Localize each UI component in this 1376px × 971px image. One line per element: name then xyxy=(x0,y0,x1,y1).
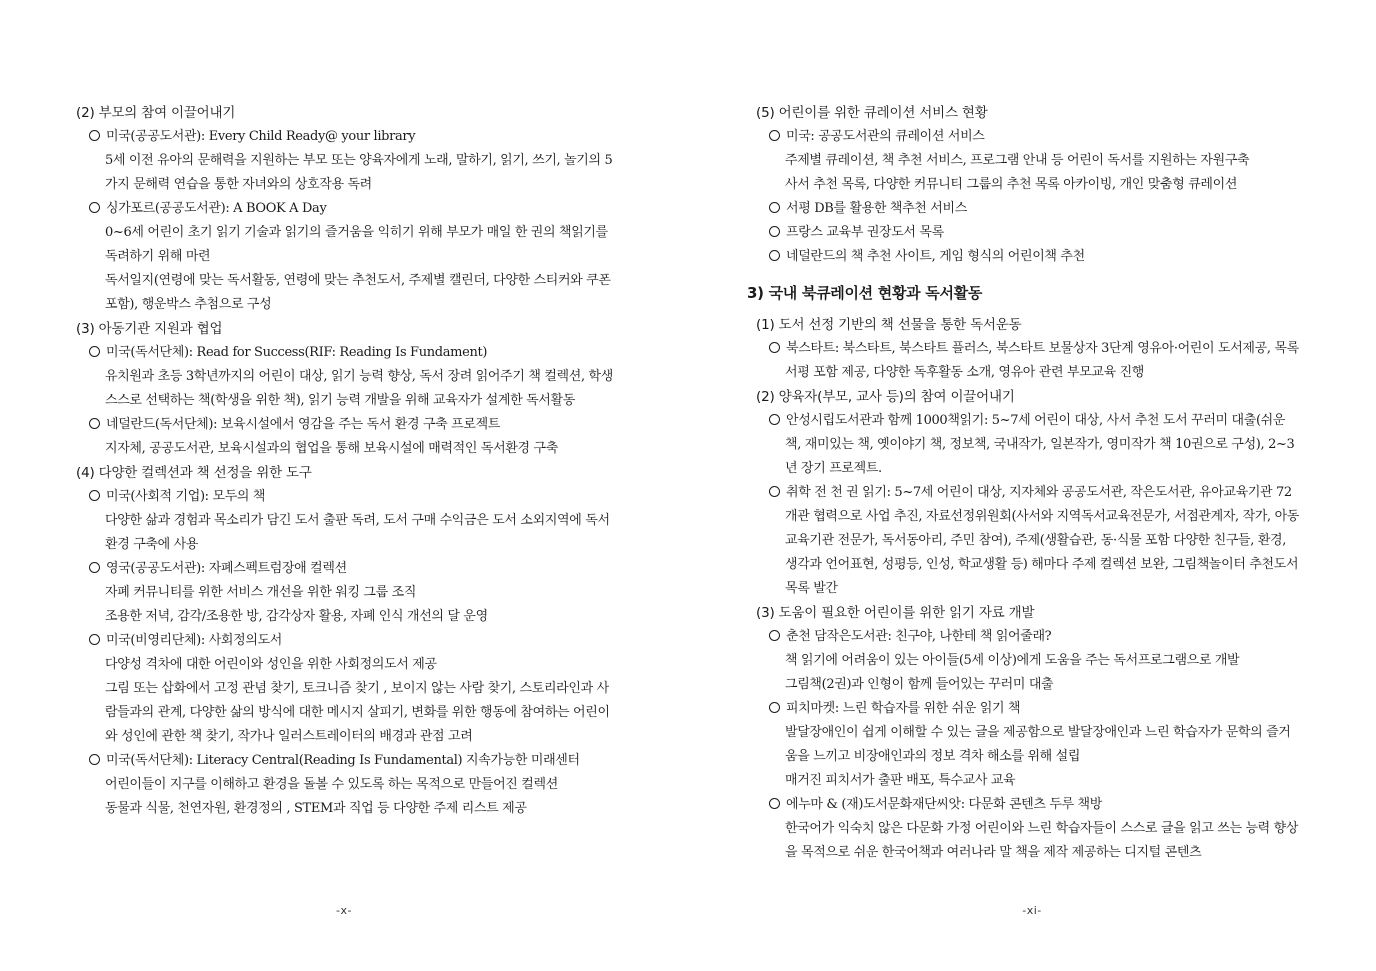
line-text: 유치원과 초등 3학년까지의 어린이 대상, 읽기 능력 향상, 독서 장려 읽어주기 책 컬렉션, 학생 xyxy=(105,369,613,384)
body-text-line xyxy=(76,773,636,797)
circle-bullet-icon xyxy=(89,754,100,765)
circle-bullet-icon xyxy=(89,562,100,573)
line-text: 개관 협력으로 사업 추진, 자료선정위원회(사서와 지역독서교육전문가, 서점관계자, 작가, 아동 xyxy=(785,509,1300,524)
line-text: (3) 아동기관 지원과 협업 xyxy=(76,321,223,337)
right-page-number: -xi- xyxy=(1022,904,1042,917)
body-text-line xyxy=(756,769,1318,793)
subsection-heading xyxy=(76,317,636,341)
circle-bullet-icon xyxy=(769,250,780,261)
line-text: 3) 국내 북큐레이션 현황과 독서활동 xyxy=(747,284,983,302)
line-text: 환경 구축에 사용 xyxy=(105,537,199,552)
body-text-line xyxy=(756,529,1318,553)
line-text: 주제별 큐레이션, 책 추천 서비스, 프로그램 안내 등 어린이 독서를 지원하는 자원구축 xyxy=(785,153,1250,168)
right-page-content xyxy=(747,101,1318,865)
body-text-line xyxy=(76,269,636,293)
line-text: (1) 도서 선정 기반의 책 선물을 통한 독서운동 xyxy=(756,317,1022,333)
line-text: 독려하기 위해 마련 xyxy=(105,249,211,264)
line-text: 움을 느끼고 비장애인과의 정보 격차 해소를 위해 설립 xyxy=(785,749,1081,764)
body-text-line xyxy=(76,365,636,389)
line-text: 서평 DB를 활용한 책추천 서비스 xyxy=(786,201,967,216)
left-page-content xyxy=(76,101,636,821)
line-text: 그림책(2권)과 인형이 함께 들어있는 꾸러미 대출 xyxy=(785,677,1054,692)
line-text: 미국(공공도서관): Every Child Ready@ your library xyxy=(106,129,416,144)
bullet-item xyxy=(76,557,636,581)
circle-bullet-icon xyxy=(89,130,100,141)
body-text-line xyxy=(756,173,1318,197)
line-text: 교육기관 전문가, 독서동아리, 주민 참여), 주제(생활습관, 동·식물 포함 다양한 친구들, 환경, xyxy=(785,533,1287,548)
line-text: (2) 부모의 참여 이끌어내기 xyxy=(76,105,236,121)
circle-bullet-icon xyxy=(89,418,100,429)
line-text: 안성시립도서관과 함께 1000책읽기: 5~7세 어린이 대상, 사서 추천 도서 꾸러미 대출(쉬운 xyxy=(786,413,1286,428)
line-text: 을 목적으로 쉬운 한국어책과 여러나라 말 책을 제작 제공하는 디지털 콘텐츠 xyxy=(785,845,1202,860)
line-text: 미국(비영리단체): 사회정의도서 xyxy=(106,633,282,648)
line-text: (5) 어린이를 위한 큐레이션 서비스 현황 xyxy=(756,105,988,121)
bullet-item xyxy=(756,625,1318,649)
body-text-line xyxy=(76,677,636,701)
body-text-line xyxy=(756,361,1318,385)
left-page-number: -x- xyxy=(336,904,352,917)
body-text-line xyxy=(76,221,636,245)
bullet-item xyxy=(76,341,636,365)
line-text: 0~6세 어린이 초기 읽기 기술과 읽기의 즐거움을 익히기 위해 부모가 매일 한 권의 책읽기를 xyxy=(105,225,608,240)
line-text: 네덜란드의 책 추천 사이트, 게임 형식의 어린이책 추천 xyxy=(786,249,1085,264)
line-text: 에누마 & (재)도서문화재단씨앗: 다문화 콘텐츠 두루 책방 xyxy=(786,797,1102,812)
bullet-item xyxy=(756,125,1318,149)
line-text: 년 장기 프로젝트. xyxy=(785,461,882,476)
bullet-item xyxy=(756,197,1318,221)
line-text: 미국(독서단체): Read for Success(RIF: Reading Is Fundament) xyxy=(106,345,488,360)
section-heading xyxy=(747,281,1318,305)
line-text: 서평 포함 제공, 다양한 독후활동 소개, 영유아 관련 부모교육 진행 xyxy=(785,365,1145,380)
circle-bullet-icon xyxy=(769,486,780,497)
line-text: 5세 이전 유아의 문해력을 지원하는 부모 또는 양육자에게 노래, 말하기, 읽기, 쓰기, 놀기의 5 xyxy=(105,153,613,168)
bullet-item xyxy=(756,697,1318,721)
body-text-line xyxy=(76,701,636,725)
subsection-heading xyxy=(756,385,1318,409)
circle-bullet-icon xyxy=(769,226,780,237)
body-text-line xyxy=(756,841,1318,865)
line-text: 취학 전 천 권 읽기: 5~7세 어린이 대상, 지자체와 공공도서관, 작은도서관, 유아교육기관 72 xyxy=(786,485,1292,500)
body-text-line xyxy=(756,457,1318,481)
body-text-line xyxy=(756,721,1318,745)
bullet-item xyxy=(756,409,1318,433)
line-text: 와 성인에 관한 책 찾기, 작가나 일러스트레이터의 배경과 관점 고려 xyxy=(105,729,473,744)
circle-bullet-icon xyxy=(769,202,780,213)
subsection-heading xyxy=(756,101,1318,125)
line-text: 싱가포르(공공도서관): A BOOK A Day xyxy=(106,201,327,216)
line-text: (4) 다양한 컬렉션과 책 선정을 위한 도구 xyxy=(76,465,312,481)
circle-bullet-icon xyxy=(89,490,100,501)
circle-bullet-icon xyxy=(769,630,780,641)
line-text: 지자체, 공공도서관, 보육시설과의 협업을 통해 보육시설에 매력적인 독서환경 구축 xyxy=(105,441,558,456)
line-text: 매거진 피치서가 출판 배포, 특수교사 교육 xyxy=(785,773,1016,788)
line-text: 어린이들이 지구를 이해하고 환경을 돌볼 수 있도록 하는 목적으로 만들어진 컬렉션 xyxy=(105,777,558,792)
bullet-item xyxy=(756,481,1318,505)
circle-bullet-icon xyxy=(89,634,100,645)
bullet-item xyxy=(756,221,1318,245)
line-text: 책 읽기에 어려움이 있는 아이들(5세 이상)에게 도움을 주는 독서프로그램으로 개발 xyxy=(785,653,1240,668)
body-text-line xyxy=(76,533,636,557)
bullet-item xyxy=(76,485,636,509)
line-text: 미국(사회적 기업): 모두의 책 xyxy=(106,489,266,504)
body-text-line xyxy=(76,581,636,605)
line-text: 가지 문해력 연습을 통한 자녀와의 상호작용 독려 xyxy=(105,177,372,192)
bullet-item xyxy=(76,629,636,653)
line-text: (2) 양육자(부모, 교사 등)의 참여 이끌어내기 xyxy=(756,389,1015,405)
line-text: 독서일지(연령에 맞는 독서활동, 연령에 맞는 추천도서, 주제별 캘린더, 다양한 스티커와 쿠폰 xyxy=(105,273,611,288)
line-text: 람들과의 관계, 다양한 삶의 방식에 대한 메시지 살피기, 변화를 위한 행동에 참여하는 어린이 xyxy=(105,705,610,720)
line-text: 다양한 삶과 경험과 목소리가 담긴 도서 출판 독려, 도서 구매 수익금은 도서 소외지역에 독서 xyxy=(105,513,610,528)
body-text-line xyxy=(756,505,1318,529)
body-text-line xyxy=(756,745,1318,769)
body-text-line xyxy=(76,173,636,197)
circle-bullet-icon xyxy=(769,414,780,425)
right-page xyxy=(688,0,1376,971)
line-text: 사서 추천 목록, 다양한 커뮤니티 그룹의 추천 목록 아카이빙, 개인 맞춤형 큐레이션 xyxy=(785,177,1238,192)
body-text-line xyxy=(756,149,1318,173)
line-text: 영국(공공도서관): 자폐스펙트럼장애 컬렉션 xyxy=(106,561,347,576)
line-text: 동물과 식물, 천연자원, 환경정의 , STEM과 직업 등 다양한 주제 리스트 제공 xyxy=(105,801,527,816)
circle-bullet-icon xyxy=(89,202,100,213)
circle-bullet-icon xyxy=(769,702,780,713)
body-text-line xyxy=(76,797,636,821)
line-text: 자폐 커뮤니티를 위한 서비스 개선을 위한 워킹 그룹 조직 xyxy=(105,585,417,600)
line-text: 조용한 저녁, 감각/조용한 방, 감각상자 활용, 자폐 인식 개선의 달 운영 xyxy=(105,609,488,624)
bullet-item xyxy=(76,749,636,773)
line-text: 목록 발간 xyxy=(785,581,838,596)
bullet-item xyxy=(76,413,636,437)
bullet-item xyxy=(756,793,1318,817)
line-text: 춘천 담작은도서관: 친구야, 나한테 책 읽어줄래? xyxy=(786,629,1052,644)
circle-bullet-icon xyxy=(769,798,780,809)
circle-bullet-icon xyxy=(769,342,780,353)
subsection-heading xyxy=(76,101,636,125)
line-text: 그림 또는 삽화에서 고정 관념 찾기, 토크니즘 찾기 , 보이지 않는 사람 찾기, 스토리라인과 사 xyxy=(105,681,609,696)
bullet-item xyxy=(76,197,636,221)
bullet-item xyxy=(76,125,636,149)
circle-bullet-icon xyxy=(769,130,780,141)
circle-bullet-icon xyxy=(89,346,100,357)
body-text-line xyxy=(76,389,636,413)
line-text: 발달장애인이 쉽게 이해할 수 있는 글을 제공함으로 발달장애인과 느린 학습자가 문학의 즐거 xyxy=(785,725,1291,740)
body-text-line xyxy=(76,149,636,173)
body-text-line xyxy=(76,509,636,533)
body-text-line xyxy=(76,245,636,269)
body-text-line xyxy=(756,433,1318,457)
body-text-line xyxy=(756,577,1318,601)
line-text: 다양성 격차에 대한 어린이와 성인을 위한 사회정의도서 제공 xyxy=(105,657,437,672)
line-text: 프랑스 교육부 권장도서 목록 xyxy=(786,225,944,240)
line-text: 스스로 선택하는 책(학생을 위한 책), 읽기 능력 개발을 위해 교육자가 설계한 독서활동 xyxy=(105,393,575,408)
line-text: 피치마켓: 느린 학습자를 위한 쉬운 읽기 책 xyxy=(786,701,1021,716)
bullet-item xyxy=(756,337,1318,361)
body-text-line xyxy=(76,437,636,461)
body-text-line xyxy=(76,293,636,317)
body-text-line xyxy=(76,605,636,629)
bullet-item xyxy=(756,245,1318,269)
body-text-line xyxy=(756,553,1318,577)
body-text-line xyxy=(76,653,636,677)
line-text: 북스타트: 북스타트, 북스타트 플러스, 북스타트 보물상자 3단계 영유아·어린이 도서제공, 목록 xyxy=(786,341,1299,356)
line-text: (3) 도움이 필요한 어린이를 위한 읽기 자료 개발 xyxy=(756,605,1035,621)
line-text: 책, 재미있는 책, 옛이야기 책, 정보책, 국내작가, 일본작가, 영미작가 책 10권으로 구성), 2~3 xyxy=(785,437,1295,452)
line-text: 미국(독서단체): Literacy Central(Reading Is Fundamental) 지속가능한 미래센터 xyxy=(106,753,580,768)
subsection-heading xyxy=(756,601,1318,625)
body-text-line xyxy=(756,649,1318,673)
body-text-line xyxy=(756,673,1318,697)
line-text: 포함), 행운박스 추첨으로 구성 xyxy=(105,297,272,312)
body-text-line xyxy=(76,725,636,749)
line-text: 미국: 공공도서관의 큐레이션 서비스 xyxy=(786,129,985,144)
line-text: 네덜란드(독서단체): 보육시설에서 영감을 주는 독서 환경 구축 프로젝트 xyxy=(106,417,500,432)
line-text: 생각과 언어표현, 성평등, 인성, 학교생활 등) 해마다 주제 컬렉션 보완, 그림책놀이터 추천도서 xyxy=(785,557,1299,572)
line-text: 한국어가 익숙치 않은 다문화 가정 어린이와 느린 학습자들이 스스로 글을 읽고 쓰는 능력 향상 xyxy=(785,821,1299,836)
body-text-line xyxy=(756,817,1318,841)
subsection-heading xyxy=(756,313,1318,337)
subsection-heading xyxy=(76,461,636,485)
